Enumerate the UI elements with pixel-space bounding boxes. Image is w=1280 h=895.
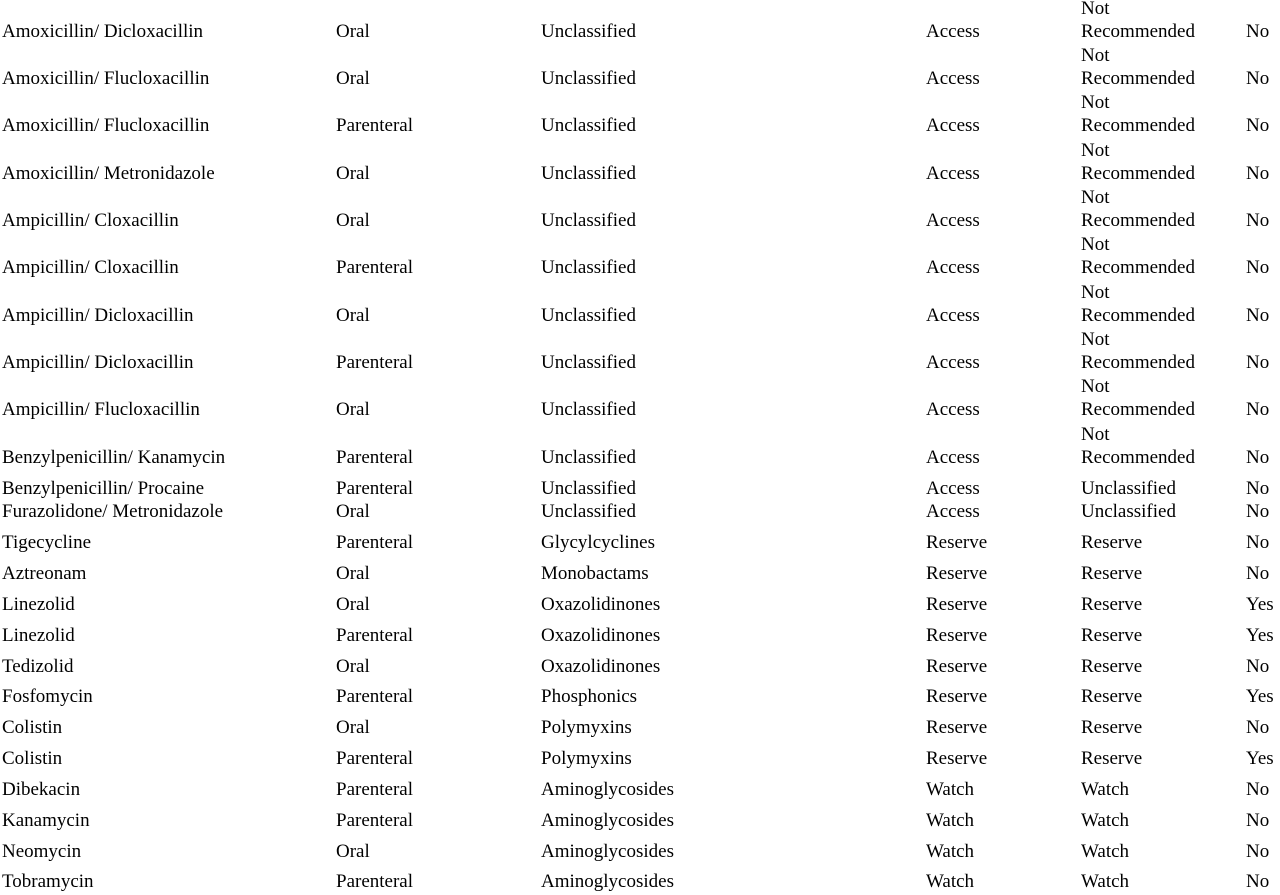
aware-category-cell: Reserve: [926, 717, 988, 739]
aware-category-cell: Access: [926, 478, 980, 500]
flag-cell: No: [1246, 68, 1270, 90]
drug-name-cell: Ampicillin/ Dicloxacillin: [2, 352, 194, 374]
route-cell: Oral: [336, 717, 370, 739]
drug-name-cell: Amoxicillin/ Dicloxacillin: [2, 21, 204, 43]
route-cell: Parenteral: [336, 352, 414, 374]
recommendation-cell: Reserve: [1081, 686, 1143, 708]
recommendation-cell-line-1: Not: [1081, 281, 1110, 303]
recommendation-cell: Reserve: [1081, 594, 1143, 616]
aware-category-cell: Access: [926, 352, 980, 374]
flag-cell: No: [1246, 210, 1270, 232]
drug-name-cell: Fosfomycin: [2, 686, 93, 708]
drug-name-cell: Benzylpenicillin/ Kanamycin: [2, 447, 226, 469]
drug-class-cell: Aminoglycosides: [541, 871, 674, 893]
route-cell: Parenteral: [336, 532, 414, 554]
recommendation-cell-line-2: Recommended: [1081, 257, 1195, 279]
recommendation-cell-line-1: Not: [1081, 44, 1110, 66]
flag-cell: No: [1246, 779, 1270, 801]
aware-category-cell: Access: [926, 210, 980, 232]
drug-name-cell: Linezolid: [2, 594, 75, 616]
route-cell: Oral: [336, 68, 370, 90]
route-cell: Parenteral: [336, 115, 414, 137]
flag-cell: No: [1246, 163, 1270, 185]
aware-category-cell: Access: [926, 115, 980, 137]
drug-class-cell: Unclassified: [541, 210, 636, 232]
drug-class-cell: Unclassified: [541, 478, 636, 500]
route-cell: Parenteral: [336, 625, 414, 647]
recommendation-cell-line-2: Recommended: [1081, 21, 1195, 43]
drug-class-cell: Oxazolidinones: [541, 625, 661, 647]
drug-name-cell: Ampicillin/ Dicloxacillin: [2, 305, 194, 327]
drug-name-cell: Ampicillin/ Cloxacillin: [2, 210, 179, 232]
route-cell: Parenteral: [336, 748, 414, 770]
recommendation-cell-line-2: Recommended: [1081, 210, 1195, 232]
route-cell: Oral: [336, 563, 370, 585]
flag-cell: No: [1246, 21, 1270, 43]
route-cell: Parenteral: [336, 779, 414, 801]
aware-category-cell: Access: [926, 257, 980, 279]
drug-class-cell: Unclassified: [541, 21, 636, 43]
recommendation-cell: Unclassified: [1081, 478, 1176, 500]
route-cell: Oral: [336, 305, 370, 327]
flag-cell: No: [1246, 532, 1270, 554]
aware-category-cell: Watch: [926, 810, 975, 832]
drug-class-cell: Unclassified: [541, 115, 636, 137]
drug-class-cell: Unclassified: [541, 501, 636, 523]
aware-category-cell: Reserve: [926, 532, 988, 554]
drug-name-cell: Dibekacin: [2, 779, 81, 801]
recommendation-cell: Reserve: [1081, 563, 1143, 585]
aware-category-cell: Access: [926, 163, 980, 185]
route-cell: Oral: [336, 841, 370, 863]
recommendation-cell: Reserve: [1081, 748, 1143, 770]
aware-category-cell: Reserve: [926, 594, 988, 616]
recommendation-cell: Reserve: [1081, 625, 1143, 647]
drug-class-cell: Monobactams: [541, 563, 649, 585]
drug-name-cell: Ampicillin/ Cloxacillin: [2, 257, 179, 279]
flag-cell: Yes: [1246, 625, 1274, 647]
drug-name-cell: Amoxicillin/ Metronidazole: [2, 163, 215, 185]
route-cell: Parenteral: [336, 478, 414, 500]
flag-cell: No: [1246, 841, 1270, 863]
aware-category-cell: Access: [926, 399, 980, 421]
drug-name-cell: Linezolid: [2, 625, 75, 647]
recommendation-cell-line-2: Recommended: [1081, 163, 1195, 185]
flag-cell: Yes: [1246, 686, 1274, 708]
drug-class-cell: Oxazolidinones: [541, 594, 661, 616]
recommendation-cell-line-1: Not: [1081, 423, 1110, 445]
route-cell: Oral: [336, 21, 370, 43]
flag-cell: No: [1246, 871, 1270, 893]
recommendation-cell-line-2: Recommended: [1081, 399, 1195, 421]
route-cell: Parenteral: [336, 810, 414, 832]
recommendation-cell-line-1: Not: [1081, 233, 1110, 255]
aware-category-cell: Access: [926, 68, 980, 90]
recommendation-cell-line-2: Recommended: [1081, 115, 1195, 137]
recommendation-cell: Reserve: [1081, 532, 1143, 554]
aware-category-cell: Access: [926, 305, 980, 327]
flag-cell: Yes: [1246, 594, 1274, 616]
aware-category-cell: Reserve: [926, 563, 988, 585]
drug-class-cell: Unclassified: [541, 399, 636, 421]
recommendation-cell-line-2: Recommended: [1081, 305, 1195, 327]
aware-category-cell: Watch: [926, 841, 975, 863]
aware-category-cell: Watch: [926, 871, 975, 893]
recommendation-cell: Unclassified: [1081, 501, 1176, 523]
drug-name-cell: Neomycin: [2, 841, 82, 863]
flag-cell: No: [1246, 656, 1270, 678]
recommendation-cell-line-2: Recommended: [1081, 352, 1195, 374]
drug-name-cell: Amoxicillin/ Flucloxacillin: [2, 115, 210, 137]
recommendation-cell: Watch: [1081, 871, 1130, 893]
route-cell: Parenteral: [336, 871, 414, 893]
route-cell: Oral: [336, 399, 370, 421]
drug-name-cell: Ampicillin/ Flucloxacillin: [2, 399, 200, 421]
route-cell: Parenteral: [336, 686, 414, 708]
flag-cell: No: [1246, 810, 1270, 832]
flag-cell: Yes: [1246, 748, 1274, 770]
drug-class-cell: Phosphonics: [541, 686, 638, 708]
drug-class-cell: Unclassified: [541, 68, 636, 90]
drug-class-cell: Unclassified: [541, 352, 636, 374]
aware-category-cell: Reserve: [926, 656, 988, 678]
drug-class-cell: Polymyxins: [541, 748, 632, 770]
drug-name-cell: Amoxicillin/ Flucloxacillin: [2, 68, 210, 90]
flag-cell: No: [1246, 447, 1270, 469]
aware-category-cell: Reserve: [926, 748, 988, 770]
aware-category-cell: Reserve: [926, 625, 988, 647]
route-cell: Oral: [336, 656, 370, 678]
recommendation-cell-line-2: Recommended: [1081, 68, 1195, 90]
recommendation-cell: Watch: [1081, 841, 1130, 863]
flag-cell: No: [1246, 717, 1270, 739]
flag-cell: No: [1246, 352, 1270, 374]
route-cell: Parenteral: [336, 447, 414, 469]
recommendation-cell: Reserve: [1081, 656, 1143, 678]
aware-category-cell: Access: [926, 447, 980, 469]
aware-category-cell: Watch: [926, 779, 975, 801]
recommendation-cell-line-1: Not: [1081, 139, 1110, 161]
recommendation-cell-line-1: Not: [1081, 0, 1110, 19]
drug-class-cell: Aminoglycosides: [541, 779, 674, 801]
flag-cell: No: [1246, 305, 1270, 327]
recommendation-cell-line-1: Not: [1081, 91, 1110, 113]
route-cell: Oral: [336, 501, 370, 523]
flag-cell: No: [1246, 478, 1270, 500]
drug-class-cell: Unclassified: [541, 305, 636, 327]
recommendation-cell-line-1: Not: [1081, 328, 1110, 350]
aware-category-cell: Access: [926, 21, 980, 43]
drug-name-cell: Colistin: [2, 717, 63, 739]
flag-cell: No: [1246, 501, 1270, 523]
drug-class-cell: Aminoglycosides: [541, 841, 674, 863]
route-cell: Oral: [336, 594, 370, 616]
recommendation-cell: Reserve: [1081, 717, 1143, 739]
recommendation-cell-line-1: Not: [1081, 375, 1110, 397]
drug-name-cell: Furazolidone/ Metronidazole: [2, 501, 224, 523]
drug-class-cell: Glycylcyclines: [541, 532, 655, 554]
aware-category-cell: Reserve: [926, 686, 988, 708]
route-cell: Oral: [336, 210, 370, 232]
drug-class-cell: Oxazolidinones: [541, 656, 661, 678]
drug-name-cell: Aztreonam: [2, 563, 87, 585]
drug-name-cell: Tigecycline: [2, 532, 92, 554]
drug-name-cell: Colistin: [2, 748, 63, 770]
flag-cell: No: [1246, 257, 1270, 279]
drug-class-cell: Unclassified: [541, 447, 636, 469]
drug-class-cell: Aminoglycosides: [541, 810, 674, 832]
flag-cell: No: [1246, 115, 1270, 137]
drug-name-cell: Benzylpenicillin/ Procaine: [2, 478, 205, 500]
drug-class-cell: Unclassified: [541, 257, 636, 279]
aware-category-cell: Access: [926, 501, 980, 523]
recommendation-cell: Watch: [1081, 779, 1130, 801]
recommendation-cell-line-1: Not: [1081, 186, 1110, 208]
recommendation-cell: Watch: [1081, 810, 1130, 832]
drug-name-cell: Kanamycin: [2, 810, 90, 832]
route-cell: Oral: [336, 163, 370, 185]
flag-cell: No: [1246, 563, 1270, 585]
drug-name-cell: Tedizolid: [2, 656, 74, 678]
route-cell: Parenteral: [336, 257, 414, 279]
recommendation-cell-line-2: Recommended: [1081, 447, 1195, 469]
flag-cell: No: [1246, 399, 1270, 421]
drug-name-cell: Tobramycin: [2, 871, 94, 893]
drug-class-cell: Unclassified: [541, 163, 636, 185]
drug-class-cell: Polymyxins: [541, 717, 632, 739]
